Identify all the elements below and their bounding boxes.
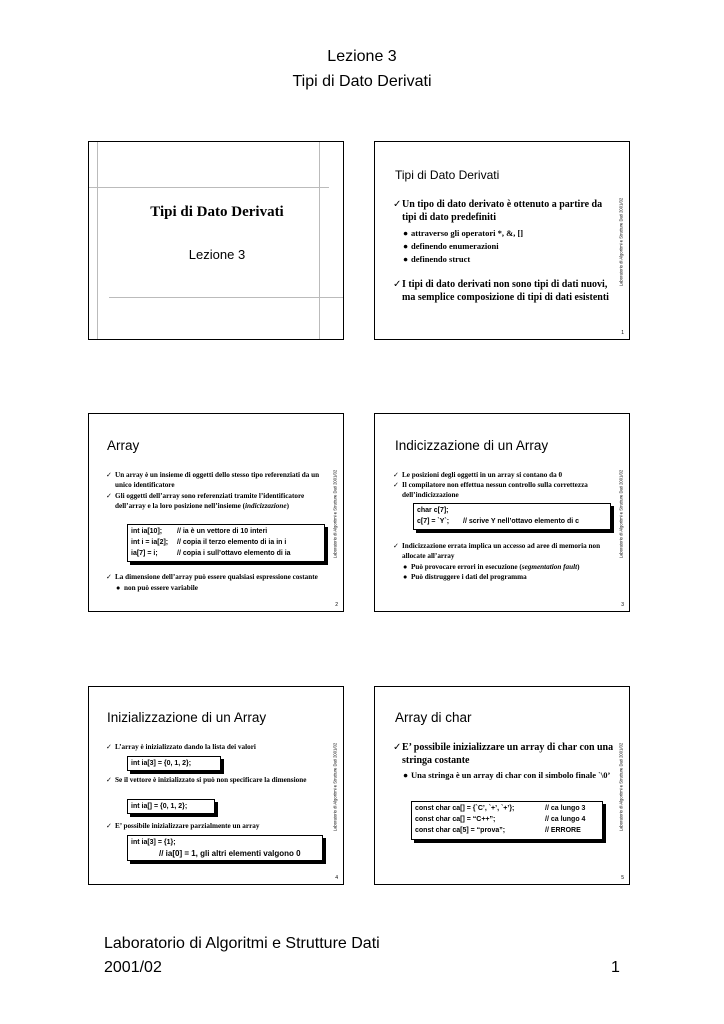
side-label: Laboratorio di Algoritmi e Strutture Dati 2001/02 — [618, 469, 624, 559]
slide-0-subtitle: Lezione 3 — [188, 247, 246, 262]
slide-4-title: Inizializzazione di un Array — [107, 710, 267, 725]
slide-title — [88, 141, 344, 340]
code-line: int ia[] = {0, 1, 2}; — [131, 803, 188, 810]
code-line: c[7] = `Y`; // scrive Y nell’ottavo elemento di c — [417, 518, 580, 525]
side-label: Laboratorio di Algoritmi e Strutture Dati 2001/02 — [332, 469, 338, 559]
slide-3-title: Indicizzazione di un Array — [395, 438, 549, 453]
code-box — [127, 835, 323, 861]
slide-4-bullet: ✓ E’ possibile inizializzare parzialmente un array — [106, 822, 260, 830]
footer-page-number: 1 — [611, 959, 620, 976]
slide-2-bullet: ✓ Un array è un insieme di oggetti dello stesso tipo referenziati da un unico identificatore — [106, 471, 320, 489]
slide-3-bullet: ✓ Il compilatore non effettua nessun controllo sulla correttezza dell’indicizzazione — [393, 481, 588, 499]
slide-1 — [374, 141, 630, 340]
slide-number: 3 — [621, 602, 624, 608]
code-line: const char ca[] = {`C’, `+’, `+’}; // ca lungo 3 — [415, 805, 586, 812]
code-line: const char ca[] = “C++”; // ca lungo 4 — [415, 816, 586, 823]
check-icon: ✓ — [106, 776, 113, 784]
code-line: int i = ia[2]; // copia il terzo elemento di ia in i — [131, 539, 287, 546]
side-label: Laboratorio di Algoritmi e Strutture Dati 2001/02 — [618, 197, 624, 287]
code-box — [127, 524, 325, 562]
code-line: int ia[3] = {1}; — [131, 839, 176, 846]
check-icon: ✓ — [106, 743, 113, 751]
slide-3-bullet: ✓ Le posizioni degli oggetti in un array si contano da 0 — [393, 471, 563, 479]
bullet-dot-icon: ● — [403, 228, 409, 238]
check-icon: ✓ — [106, 492, 113, 500]
slide-number: 5 — [621, 875, 624, 881]
bullet-dot-icon: ● — [403, 573, 408, 581]
slide-0-title: Tipi di Dato Derivati — [150, 204, 284, 220]
code-box — [127, 799, 215, 814]
footer-course: Laboratorio di Algoritmi e Strutture Dati — [104, 935, 380, 952]
slide-5 — [374, 686, 630, 885]
slide-2-bullet: ✓ La dimensione dell’array può essere qualsiasi espressione costante ● non può essere variabile — [106, 572, 331, 593]
code-line: ia[7] = i; // copia i sull’ottavo elemento di ia — [131, 550, 291, 557]
slide-1-subbullet: ● definendo enumerazioni — [403, 241, 499, 251]
slide-3-subbullet: ● Può distruggere i dati del programma — [403, 573, 527, 581]
slide-5-bullet: ✓ E’ possibile inizializzare un array di char con una stringa costante ● Una stringa è un array di char con il simbolo finale `\0’ — [393, 742, 614, 780]
footer-year: 2001/02 — [104, 959, 162, 976]
slide-1-bullet: ✓ Un tipo di dato derivato è ottenuto a partire da tipi di dato predefiniti ● attraverso gli operatori *, &, [] ● definendo enumerazioni ● definendo struct — [393, 198, 611, 266]
check-icon: ✓ — [106, 573, 113, 581]
check-icon: ✓ — [393, 279, 402, 290]
check-icon: ✓ — [393, 199, 402, 210]
code-box — [411, 801, 603, 840]
slide-5-subbullet: ● Una stringa è un array di char con il simbolo finale `\0’ — [403, 770, 611, 780]
bullet-dot-icon: ● — [403, 241, 409, 251]
bullet-dot-icon: ● — [403, 563, 408, 571]
code-line: int ia[3] = {0, 1, 2}; — [131, 760, 192, 767]
check-icon: ✓ — [106, 822, 113, 830]
check-icon: ✓ — [106, 471, 113, 479]
slide-1-subbullet: ● definendo struct — [403, 254, 471, 264]
code-box — [127, 756, 221, 771]
slide-3-bullet: ✓ Indicizzazione errata implica un accesso ad aree di memoria non allocate all’array ● Può provocare errori in esecuzione (segmentation fault) ● Può distruggere i dati del programma — [393, 541, 615, 582]
slide-3 — [374, 413, 630, 612]
slide-3-subbullet: ● Può provocare errori in esecuzione (segmentation fault) — [403, 563, 580, 571]
slide-2-bullet: ✓ Gli oggetti dell’array sono referenziati tramite l’identificatore dell’array e la loro posizione nell’insieme (indicizzazione) — [106, 492, 305, 510]
slide-number: 2 — [335, 602, 338, 608]
check-icon: ✓ — [393, 471, 400, 479]
bullet-dot-icon: ● — [403, 254, 409, 264]
header-title: Tipi di Dato Derivati — [292, 73, 432, 90]
check-icon: ✓ — [393, 481, 400, 489]
slide-2 — [88, 413, 344, 612]
slide-4-bullet: ✓ Se il vettore è inizializzato si può non specificare la dimensione — [106, 776, 307, 784]
slide-2-subbullet: ● non può essere variabile — [116, 584, 198, 592]
header-lesson: Lezione 3 — [327, 48, 397, 65]
code-box — [413, 503, 611, 530]
bullet-dot-icon: ● — [403, 770, 409, 780]
slide-4 — [88, 686, 344, 885]
side-label: Laboratorio di Algoritmi e Strutture Dati 2001/02 — [618, 742, 624, 832]
bullet-dot-icon: ● — [116, 584, 121, 592]
slide-1-bullet: ✓ I tipi di dato derivati non sono tipi di dati nuovi, ma semplice composizione di tipi di dati esistenti — [393, 279, 609, 303]
side-label: Laboratorio di Algoritmi e Strutture Dati 2001/02 — [332, 742, 338, 832]
slide-1-title: Tipi di Dato Derivati — [395, 168, 500, 182]
slide-4-bullet: ✓ L’array è inizializzato dando la lista dei valori — [106, 743, 256, 751]
code-line: // ia[0] = 1, gli altri elementi valgono 0 — [159, 849, 301, 858]
code-line: int ia[10]; // ia è un vettore di 10 interi — [131, 528, 268, 535]
slide-number: 4 — [335, 875, 338, 881]
slide-2-title: Array — [107, 438, 140, 453]
check-icon: ✓ — [393, 542, 400, 550]
code-line: const char ca[5] = “prova”; // ERRORE — [415, 827, 581, 834]
slide-5-title: Array di char — [395, 710, 472, 725]
slide-1-subbullet: ● attraverso gli operatori *, &, [] — [403, 228, 524, 238]
slide-number: 1 — [621, 330, 624, 336]
code-line: char c[7]; — [417, 507, 449, 514]
check-icon: ✓ — [393, 742, 402, 753]
